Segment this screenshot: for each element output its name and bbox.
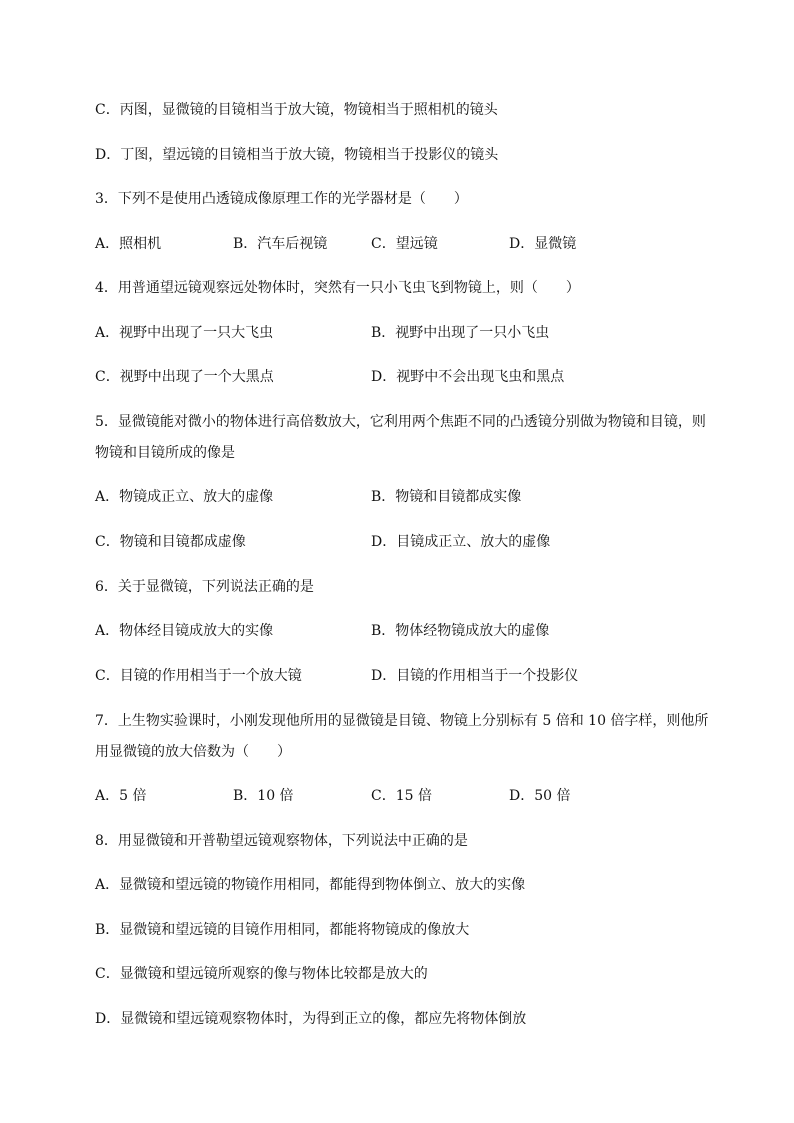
q7-stem-line2: 用显微镜的放大倍数为（ ） <box>95 744 291 760</box>
q4-stem: 4．用普通望远镜观察远处物体时，突然有一只小飞虫飞到物镜上，则（ ） <box>95 280 580 296</box>
q3-option-b: B．汽车后视镜 <box>233 236 328 252</box>
q4-option-b: B．视野中出现了一只小飞虫 <box>371 325 550 341</box>
q2-option-d: D．丁图，望远镜的目镜相当于放大镜，物镜相当于投影仪的镜头 <box>95 147 499 163</box>
q8-stem: 8．用显微镜和开普勒望远镜观察物体，下列说法中正确的是 <box>95 833 468 849</box>
q6-option-a: A．物体经目镜成放大的实像 <box>95 623 274 639</box>
q4-option-d: D．视野中不会出现飞虫和黑点 <box>371 369 565 385</box>
q8-option-b: B．显微镜和望远镜的目镜作用相同，都能将物镜成的像放大 <box>95 922 470 938</box>
q5-option-d: D．目镜成正立、放大的虚像 <box>371 534 551 550</box>
q5-option-b: B．物镜和目镜都成实像 <box>371 489 522 505</box>
q3-stem: 3．下列不是使用凸透镜成像原理工作的光学器材是（ ） <box>95 191 468 207</box>
q7-option-a: A．5 倍 <box>95 788 147 804</box>
q7-option-d: D．50 倍 <box>509 788 571 804</box>
q6-option-c: C．目镜的作用相当于一个放大镜 <box>95 668 302 684</box>
q2-option-c: C．丙图，显微镜的目镜相当于放大镜，物镜相当于照相机的镜头 <box>95 102 498 118</box>
q5-option-a: A．物镜成正立、放大的虚像 <box>95 489 274 505</box>
q7-option-c: C．15 倍 <box>371 788 432 804</box>
q3-option-d: D．显微镜 <box>509 236 577 252</box>
q5-stem-line2: 物镜和目镜所成的像是 <box>95 445 235 461</box>
q5-stem-line1: 5．显微镜能对微小的物体进行高倍数放大，它利用两个焦距不同的凸透镜分别做为物镜和目镜，则 <box>95 414 706 430</box>
q3-option-a: A．照相机 <box>95 236 162 252</box>
q8-option-c: C．显微镜和望远镜所观察的像与物体比较都是放大的 <box>95 966 428 982</box>
q7-stem-line1: 7．上生物实验课时，小刚发现他所用的显微镜是目镜、物镜上分别标有 5 倍和 10 倍字样，则他所 <box>95 713 709 729</box>
q6-stem: 6．关于显微镜，下列说法正确的是 <box>95 579 314 595</box>
q5-option-c: C．物镜和目镜都成虚像 <box>95 534 246 550</box>
q7-option-b: B．10 倍 <box>233 788 294 804</box>
q4-option-a: A．视野中出现了一只大飞虫 <box>95 325 274 341</box>
q8-option-d: D．显微镜和望远镜观察物体时，为得到正立的像，都应先将物体倒放 <box>95 1011 527 1027</box>
q3-option-c: C．望远镜 <box>371 236 438 252</box>
q6-option-b: B．物体经物镜成放大的虚像 <box>371 623 550 639</box>
q4-option-c: C．视野中出现了一个大黑点 <box>95 369 274 385</box>
q8-option-a: A．显微镜和望远镜的物镜作用相同，都能得到物体倒立、放大的实像 <box>95 877 526 893</box>
q6-option-d: D．目镜的作用相当于一个投影仪 <box>371 668 579 684</box>
